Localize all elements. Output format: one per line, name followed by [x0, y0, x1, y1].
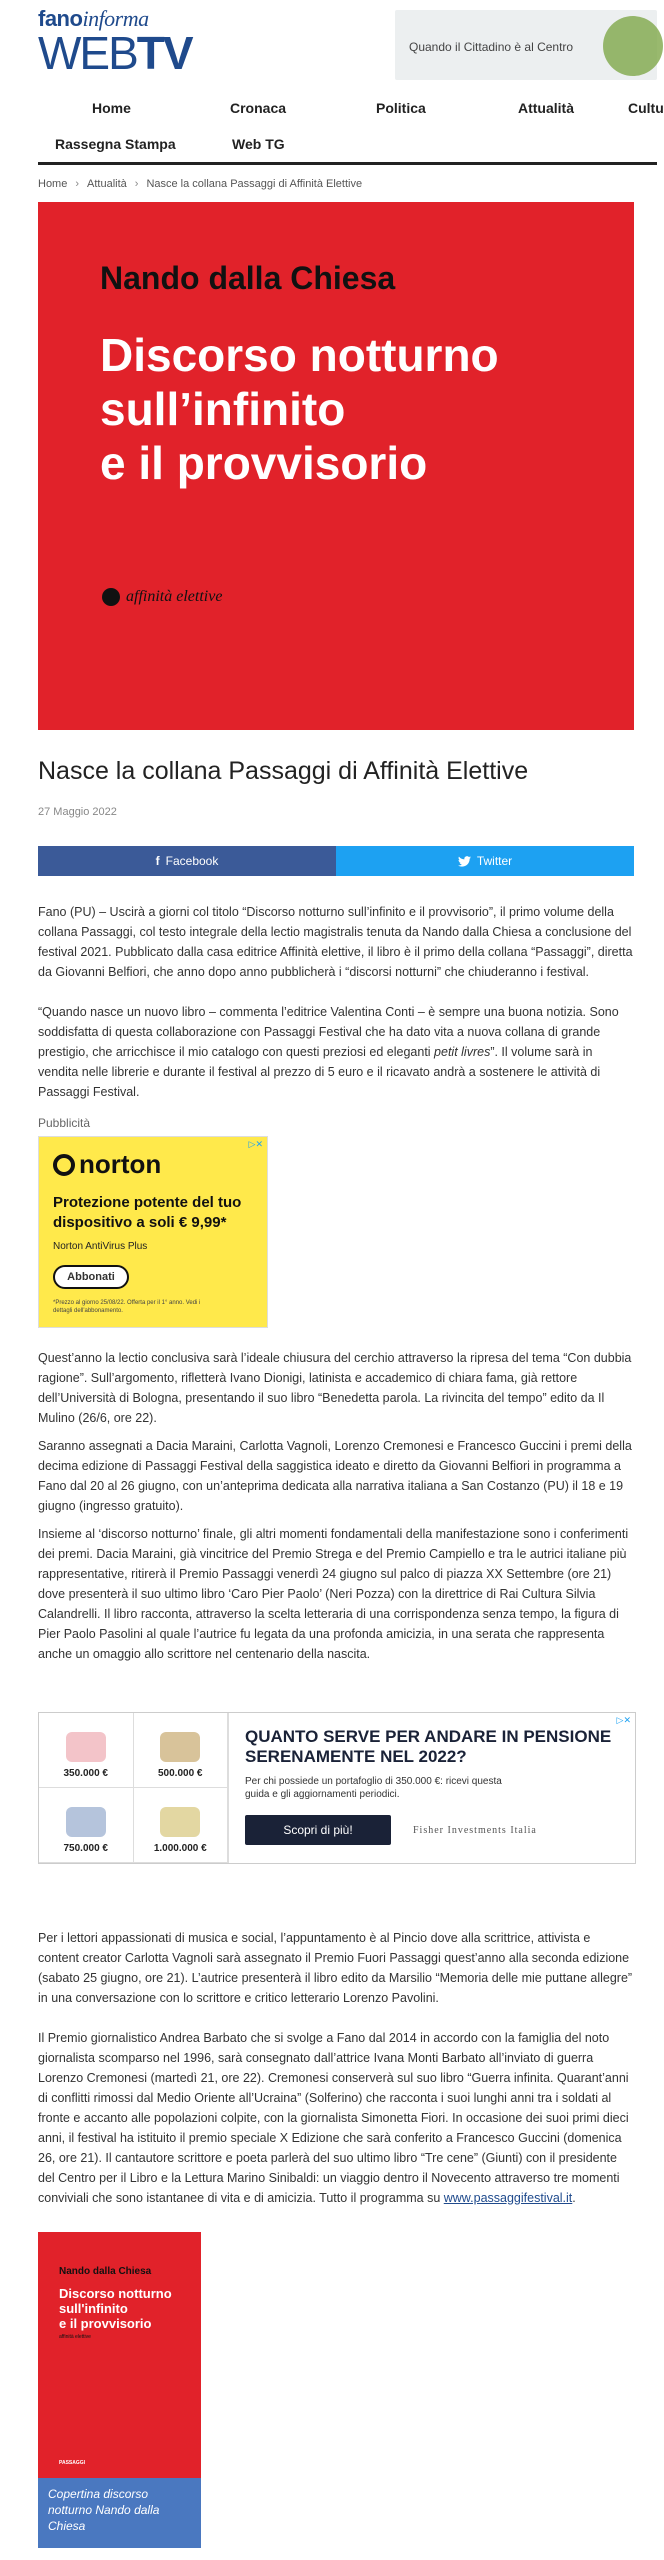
- cover-caption: Copertina discorso notturno Nando dalla Chiesa: [48, 2487, 160, 2533]
- nav-web-tg[interactable]: Web TG: [232, 136, 285, 152]
- facebook-icon: f: [155, 854, 160, 868]
- adchoices-icon[interactable]: ▷✕: [248, 1139, 263, 1149]
- hero-publisher: affinità elettive: [102, 588, 222, 606]
- nav-home[interactable]: Home: [92, 100, 131, 116]
- share-twitter-button[interactable]: Twitter: [336, 846, 634, 876]
- festival-link[interactable]: www.passaggifestival.it: [443, 2191, 573, 2205]
- main-nav: [0, 92, 664, 164]
- breadcrumb-home[interactable]: Home: [38, 178, 68, 190]
- article-paragraph: Insieme al ‘discorso notturno’ finale, gli altri momenti fondamentali della manifestazione sono i conferimenti dei premi. Dacia Maraini, già vincitrice del Premio Strega e del Premio Campiello e tra le autrici italiane più rappresentative, ritirerà il Premio Passaggi venerdì 24 giugno sul palco di piazza XX Settembre (ore 21) dove presenterà il suo ultimo libro ‘Caro Pier Paolo’ (Neri Pozza) con la direttrice di Rai Cultura Silvia Calandrelli. Il libro racconta, attraverso la scelta letteraria di una corrispondenza senza tempo, la figura di Pier Paolo Pasolini al quale l’autrice fu legata da una profonda amicizia, in una serata che rappresenta anche un omaggio allo scrittore nel centenario della nascita.: [38, 1527, 629, 1661]
- cover-publisher: affinità elettive: [59, 2334, 91, 2340]
- hero-author: Nando dalla Chiesa: [100, 260, 396, 296]
- fisher-tile: 1.000.000 €: [134, 1788, 229, 1863]
- norton-headline: Protezione potente del tuo dispositivo a soli € 9,99*: [53, 1194, 242, 1231]
- chest-icon: [160, 1732, 200, 1762]
- site-logo[interactable]: [38, 6, 192, 79]
- nav-attualita[interactable]: Attualità: [518, 100, 574, 116]
- norton-logo: norton: [53, 1149, 161, 1180]
- fisher-tile: 750.000 €: [39, 1788, 134, 1863]
- hero-image: [38, 202, 634, 730]
- norton-check-icon: [53, 1154, 75, 1176]
- fisher-tile: 500.000 €: [134, 1713, 229, 1788]
- fisher-ad[interactable]: [38, 1712, 636, 1864]
- norton-subtitle: Norton AntiVirus Plus: [53, 1241, 148, 1252]
- nav-politica[interactable]: Politica: [376, 100, 426, 116]
- article-paragraph: Il Premio giornalistico Andrea Barbato che si svolge a Fano dal 2014 in accordo con la famiglia del noto giornalista scomparso nel 1996, sarà consegnato dall’attrice Ivana Monti Barbato all’inviato di guerra Lorenzo Cremonesi (martedì 21, ore 22). Cremonesi conserverà sul suo libro “Guerra infinita. Quarant’anni di conflitti rimossi dal Medio Oriente all’Ucraina” (Solferino) che racconta i suoi lunghi anni tra i soldati al fronte e accanto alle popolazioni colpite, con la giornalista Simonetta Fiori. In occasione dei suoi primi dieci anni, il festival ha istituito il premio speciale X Edizione che sarà conferito a Francesco Guccini (domenica 26, ore 21). Il cantautore scrittore e poeta parlerà del suo ultimo libro “Tre cene” (Giunti) con il presidente del Centro per il Libro e la Lettura Marino Sinibaldi: un viaggio dentro il Novecento attraverso tre momenti conviviali che sono istantanee di vita e di amicizia. Tutto il programma su www.passaggifestival.it.: [38, 2031, 629, 2205]
- nav-divider: [38, 162, 657, 165]
- publisher-logo-icon: [102, 588, 120, 606]
- breadcrumb-attualita[interactable]: Attualità: [87, 178, 127, 190]
- tree-icon: [603, 16, 663, 76]
- cover-title: Discorso notturno sull'infinito e il provvisorio: [59, 2286, 172, 2331]
- article-title: Nasce la collana Passaggi di Affinità Elettive: [38, 757, 529, 785]
- adchoices-icon[interactable]: ▷✕: [616, 1715, 631, 1725]
- fisher-cta-button[interactable]: Scopri di più!: [245, 1815, 391, 1845]
- coins-icon: [160, 1807, 200, 1837]
- cover-series: PASSAGGI: [59, 2460, 86, 2466]
- logo-line1: fanoinforma: [38, 6, 149, 31]
- safe-icon: [66, 1807, 106, 1837]
- book-cover-figure: [38, 2232, 201, 2548]
- fisher-brand: Fisher Investments Italia: [413, 1825, 537, 1836]
- share-bar: [38, 846, 634, 876]
- article-paragraph: “Quando nasce un nuovo libro – commenta l’editrice Valentina Conti – è sempre una buona notizia. Sono soddisfatta di questa collaborazione con Passaggi Festival che ha dato vita a nuova collana di grande prestigio, che arricchisce il mio catalogo con questi preziosi ed eleganti petit livres”. Il volume sarà in vendita nelle librerie e durante il festival al prezzo di 5 euro e il ricavato andrà a sostenere le attività di Passaggi Festival.: [38, 1005, 619, 1099]
- nav-cronaca[interactable]: Cronaca: [230, 100, 287, 116]
- book-cover-image[interactable]: [38, 2232, 201, 2478]
- fisher-tiles: [39, 1713, 229, 1863]
- chevron-right-icon: ›: [75, 178, 80, 190]
- article-paragraph: Per i lettori appassionati di musica e social, l’appuntamento è al Pincio dove alla scrittrice, attivista e content creator Carlotta Vagnoli sarà assegnato il Premio Fuori Passaggi quest’anno alla seconda edizione (sabato 25 giugno, ore 21). L’autrice presenterà il libro edito da Marsilio “Memoria delle mie puttane allegre” in una conversazione con lo scrittore e critico letterario Lorenzo Pavolini.: [38, 1931, 633, 2005]
- article-paragraph: Fano (PU) – Uscirà a giorni col titolo “Discorso notturno sull’infinito e il provvisorio”, il primo volume della collana Passaggi, col testo integrale della lectio magistralis tenuta da Nando dalla Chiesa a conclusione del festival 2021. Pubblicato dalla casa editrice Affinità elettive, il libro è il primo della collana “Passaggi”, diretta da Giovanni Belfiori, che anno dopo anno pubblicherà i “discorsi notturni” che chiuderanno i festival.: [38, 905, 633, 979]
- norton-subscribe-button[interactable]: Abbonati: [53, 1265, 129, 1289]
- twitter-icon: [458, 856, 471, 867]
- ad-label: Pubblicità: [38, 1116, 91, 1130]
- piggy-bank-icon: [66, 1732, 106, 1762]
- hero-title: Discorso notturno sull’infinito e il provvisorio: [100, 329, 499, 489]
- fisher-tile: 350.000 €: [39, 1713, 134, 1788]
- banner-text: Quando il Cittadino è al Centro: [409, 40, 574, 54]
- norton-ad[interactable]: [38, 1136, 268, 1328]
- norton-fineprint: *Prezzo al giorno 25/08/22. Offerta per il 1° anno. Vedi i dettagli dell'abbonamento.: [53, 1300, 201, 1314]
- nav-cultura[interactable]: Cultu: [628, 100, 664, 116]
- cover-author: Nando dalla Chiesa: [59, 2266, 152, 2277]
- logo-line2: WEBTV: [38, 27, 192, 79]
- share-facebook-button[interactable]: f Facebook: [38, 846, 336, 876]
- chevron-right-icon: ›: [134, 178, 139, 190]
- article-date: 27 Maggio 2022: [38, 806, 117, 818]
- article-paragraph: Saranno assegnati a Dacia Maraini, Carlotta Vagnoli, Lorenzo Cremonesi e Francesco Guccini i premi della decima edizione di Passaggi Festival della saggistica ideato e diretto da Giovanni Belfiori in programma a Fano dal 20 al 26 giugno, con un’anteprima dedicata alla narrativa italiana a San Costanzo (PU) il 18 e 19 giugno (ingresso gratuito).: [38, 1439, 632, 1513]
- article-paragraph: Quest’anno la lectio conclusiva sarà l’ideale chiusura del cerchio attraverso la ripresa del tema “Con dubbia ragione”. Sull’argomento, rifletterà Ivano Dionigi, latinista e accademico di chiara fama, già rettore dell’Università di Bologna, presentando il suo libro “Benedetta parola. La rivincita del tempo” edito da Il Mulino (26/6, ore 22).: [38, 1351, 632, 1425]
- fisher-description: Per chi possiede un portafoglio di 350.000 €: ricevi questa guida e gli aggiornamenti periodici.: [245, 1776, 502, 1800]
- nav-rassegna-stampa[interactable]: Rassegna Stampa: [55, 136, 176, 152]
- site-header: [0, 0, 657, 90]
- breadcrumb: [38, 178, 362, 190]
- fisher-headline: QUANTO SERVE PER ANDARE IN PENSIONE SERENAMENTE NEL 2022?: [245, 1727, 612, 1766]
- header-banner[interactable]: [395, 10, 657, 80]
- breadcrumb-current: Nasce la collana Passaggi di Affinità Elettive: [146, 178, 363, 190]
